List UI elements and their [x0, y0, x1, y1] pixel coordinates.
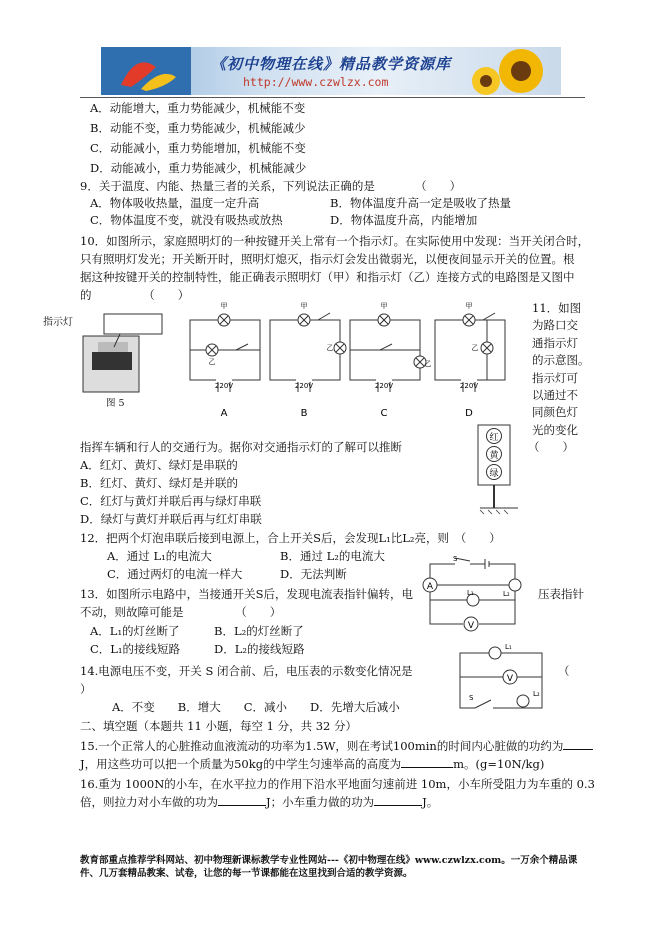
q16-text-2c: J。	[422, 795, 439, 809]
q14-circuit	[455, 643, 550, 715]
banner-url: http://www.czwlzx.com	[243, 75, 389, 89]
q16-blank-1	[218, 795, 266, 806]
green-light-label: 绿	[489, 469, 499, 479]
q14-paren-open: （	[558, 664, 570, 678]
circuit-choice-a: A	[220, 408, 228, 419]
q10-circuit-figure	[80, 300, 520, 425]
q15-blank-1	[563, 739, 593, 750]
q10-line-4: 的 （ ）	[80, 288, 190, 302]
q11-side-line: 11．如图	[532, 301, 582, 315]
q8-option-c: C．动能减小，重力势能增加，机械能不变	[90, 141, 306, 155]
q11-option-b: B．红灯、黄灯、绿灯是并联的	[80, 476, 238, 490]
q9-option-d: D．物体温度升高，内能增加	[330, 213, 478, 227]
q16-line-1: 16.重为 1000N的小车，在水平拉力的作用下沿水平地面匀速前进 10m，小车所受阻力为车重的 0.3	[80, 777, 595, 791]
yellow-light-label: 黄	[489, 451, 499, 461]
q9-stem: 9．关于温度、内能、热量三者的关系，下列说法正确的是 （ ）	[80, 179, 462, 193]
q11-side-line: 为路口交	[532, 318, 578, 333]
indicator-label: 指示灯	[43, 317, 73, 328]
q11-option-d: D．绿灯与黄灯并联后再与红灯串联	[80, 512, 262, 526]
circuit-choice-c: C	[380, 408, 388, 419]
section-2-heading: 二、填空题（本题共 11 小题，每空 1 分，共 32 分）	[80, 719, 358, 733]
banner-title: 《初中物理在线》精品教学资源库	[211, 55, 452, 73]
q13-line-1: 13．如图所示电路中，当接通开关S后，发现电流表指针偏转，电	[80, 587, 414, 601]
header-banner	[101, 47, 561, 95]
q11-side-line: 指示灯可	[532, 370, 578, 385]
q10-line-3: 据这种按键开关的控制特性，能正确表示照明灯（甲）和指示灯（乙）连接方式的电路图是又图中	[80, 270, 575, 284]
traffic-light-figure	[460, 420, 530, 515]
q13-option-c: C．L₁的接线短路	[90, 642, 181, 656]
q15-line-2	[80, 756, 544, 773]
q8-option-d: D．动能减小，重力势能减少，机械能减少	[90, 161, 307, 175]
svg-text:A: A	[426, 582, 434, 592]
q14-line-1: 14.电源电压不变，开关 S 闭合前、后，电压表的示数变化情况是	[80, 664, 413, 678]
q15-text-2a: J，用这些功可以把一个质量为50kg的中学生匀速举高的高度为	[80, 757, 402, 771]
red-light-label: 红	[489, 433, 499, 443]
yi-label: 乙	[471, 344, 479, 352]
q13-circuit	[415, 552, 530, 634]
jia-label: 甲	[220, 302, 228, 310]
figure-5-caption: 图 5	[106, 398, 125, 409]
q13-option-a: A．L₁的灯丝断了	[90, 624, 180, 638]
voltage-label: 220V	[214, 382, 234, 390]
q16-blank-2	[374, 795, 422, 806]
q14-options: A．不变 B．增大 C．减小 D．先增大后减小	[112, 700, 400, 714]
q13-line-1-tail: 压表指针	[538, 587, 584, 601]
q11-side-line: 通指示灯	[532, 335, 578, 350]
svg-text:V: V	[467, 621, 475, 631]
svg-text:S: S	[469, 694, 474, 702]
yi-label: 乙	[424, 360, 432, 368]
q16-text-2a: 倍，则拉力对小车做的功为	[80, 795, 218, 809]
q11-side-line: 光的变化	[532, 422, 578, 437]
q12-option-b: B．通过 L₂的电流大	[280, 549, 385, 563]
q15-blank-2	[401, 757, 453, 768]
q15-text: 15.一个正常人的心脏推动血液流动的功率为1.5W，则在考试100min的时间内心脏做的功约为	[80, 739, 564, 753]
q10-line-2: 只有照明灯发光；开关断开时，照明灯熄灭，指示灯会发出微弱光，以便夜间显示开关的位置。根	[80, 252, 575, 266]
q8-option-b: B．动能不变，重力势能减少，机械能减少	[90, 121, 306, 135]
svg-text:V: V	[506, 674, 514, 684]
q8-option-a: A．动能增大，重力势能减少，机械能不变	[90, 101, 306, 115]
circuit-d	[435, 320, 505, 380]
q12-option-a: A．通过 L₁的电流大	[107, 549, 212, 563]
circuit-choice-b: B	[300, 408, 308, 419]
q15-line-1	[80, 738, 593, 755]
header-rule	[80, 97, 585, 98]
svg-text:L₂: L₂	[533, 690, 540, 698]
q14-paren-close: ）	[80, 682, 92, 696]
svg-text:L₁: L₁	[505, 643, 512, 651]
jia-label: 甲	[380, 302, 388, 310]
q11-paren: （ ）	[528, 440, 574, 454]
q11-stem: 指挥车辆和行人的交通行为。据你对交通指示灯的了解可以推断	[80, 440, 402, 454]
q11-option-c: C．红灯与黄灯并联后再与绿灯串联	[80, 494, 262, 508]
q11-side-line: 的示意图。	[532, 353, 590, 368]
circuit-choice-d: D	[465, 408, 473, 419]
q15-text-2b: m。(g=10N/kg)	[453, 757, 545, 771]
footer-note: 教育部重点推荐学科网站、初中物理新课标教学专业性网站---《初中物理在线》www.czwlzx.com。一万余个精品课件、几万套精品教案、试卷，让您的每一节课都能在这里找到合适的教学资源。	[80, 855, 578, 879]
q12-option-c: C．通过两灯的电流一样大	[107, 567, 243, 581]
voltage-label: 220V	[294, 382, 314, 390]
lamp-l2-symbol	[509, 579, 521, 591]
svg-text:L₂: L₂	[503, 590, 510, 598]
q12-stem: 12．把两个灯泡串联后接到电源上，合上开关S后，会发现L₁比L₂亮，则 （ ）	[80, 531, 501, 545]
voltage-label: 220V	[374, 382, 394, 390]
q13-option-d: D．L₂的接线短路	[214, 642, 305, 656]
jia-label: 甲	[300, 302, 308, 310]
voltage-label: 220V	[459, 382, 479, 390]
q9-option-a: A．物体吸收热量，温度一定升高	[90, 196, 260, 210]
q11-option-a: A．红灯、黄灯、绿灯是串联的	[80, 458, 238, 472]
q14-lamp-l2	[517, 695, 529, 707]
yi-label: 乙	[208, 358, 216, 366]
q16-line-2	[80, 794, 438, 811]
q12-option-d: D．无法判断	[280, 567, 347, 581]
indicator-callout	[104, 314, 162, 334]
q11-side-line: 以通过不	[532, 388, 578, 403]
yi-label: 乙	[326, 344, 334, 352]
q9-option-b: B．物体温度升高一定是吸收了热量	[330, 196, 511, 210]
q13-line-2: 不动，则故障可能是 （ ）	[80, 605, 282, 619]
q16-text-2b: J；小车重力做的功为	[266, 795, 375, 809]
q11-side-line: 同颜色灯	[532, 405, 578, 420]
q11-side-text	[532, 300, 590, 439]
q13-option-b: B．L₂的灯丝断了	[214, 624, 304, 638]
q10-line-1: 10．如图所示，家庭照明灯的一种按键开关上常有一个指示灯。在实际使用中发现：当开关闭合时，	[80, 234, 590, 248]
jia-label: 甲	[465, 302, 473, 310]
svg-text:S: S	[453, 555, 458, 563]
q9-option-c: C．物体温度不变，就没有吸热或放热	[90, 213, 283, 227]
svg-text:L₁: L₁	[467, 589, 474, 597]
q14-lamp-l1	[489, 647, 501, 659]
